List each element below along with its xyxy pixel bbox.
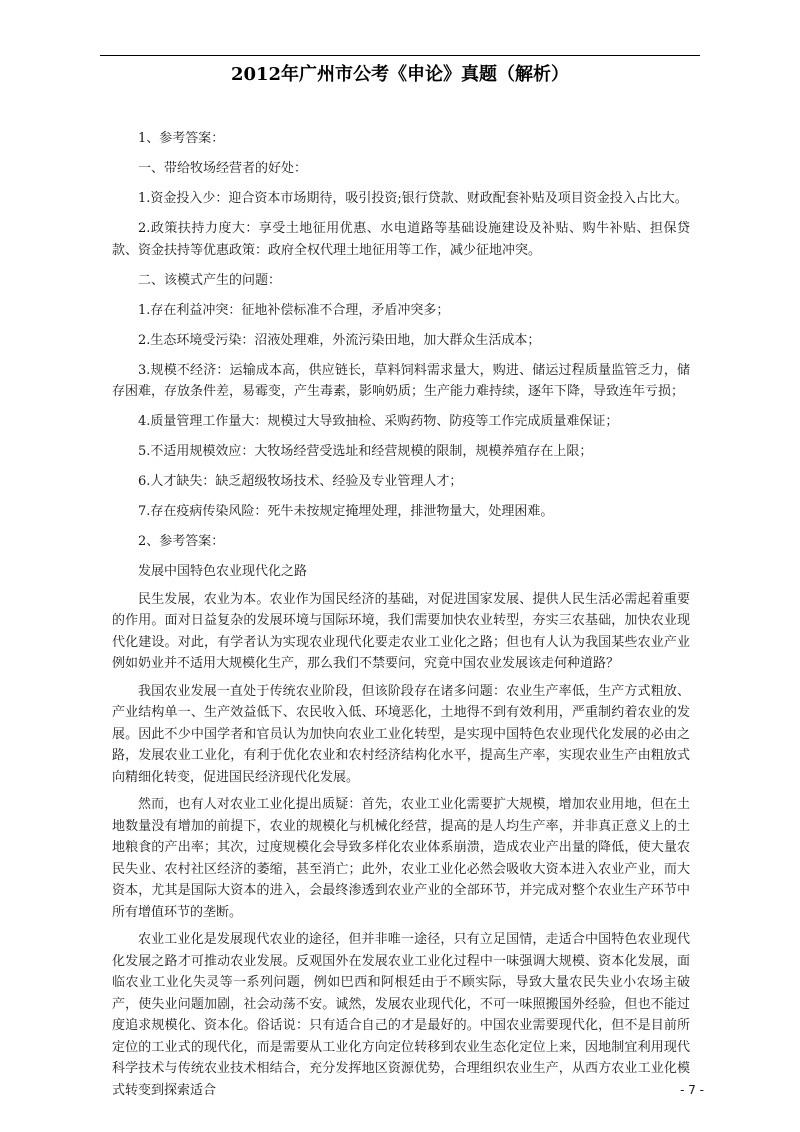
paragraph: 1.存在利益冲突：征地补偿标准不合理，矛盾冲突多；	[138, 302, 450, 318]
paragraph: 1、参考答案：	[138, 131, 225, 146]
paragraph: 我国农业发展一直处于传统农业阶段，但该阶段存在诸多问题：农业生产率低，生产方式粗放、产业结构单一、生产效益低下、农民收入低、环境恶化，土地得不到有效利用，严重制约着农业的发展。因此不少中国学者和官员认为加快向农业工业化转型，是实现中国特色农业现代化发展的必由之路，发展农业工业化，有利于优化农业和农村经济结构化水平，提高生产率，实现农业生产由粗放式向精细化转变，促进国民经济现代化发展。	[112, 683, 690, 785]
paragraph: 1.资金投入少：迎合资本市场期待，吸引投资;银行贷款、财政配套补贴及项目资金投入占比大。	[138, 191, 688, 206]
paragraph: 7.存在疫病传染风险：死牛未按规定掩埋处理，排泄物量大，处理困难。	[138, 504, 554, 519]
page-number: - 7 -	[680, 1083, 704, 1097]
paragraph: 民生发展，农业为本。农业作为国民经济的基础，对促进国家发展、提供人民生活必需起着重要的作用。面对日益复杂的发展环境与国际环境，我们需要加快农业转型，夯实三农基础，加快农业现代化建设。对此，有学者认为实现农业现代化要走农业工业化之路；但也有人认为我国某些农业产业例如奶业并不适用大规模化生产，那么我们不禁要问，究竟中国农业发展该走何种道路？	[112, 591, 690, 671]
paragraph: 然而，也有人对农业工业化提出质疑：首先，农业工业化需要扩大规模，增加农业用地，但在土地数量没有增加的前提下，农业的规模化与机械化经营，提高的是人均生产率，并非真正意义上的土地粮食的产出率；其次，过度规模化会导致多样化农业体系崩溃，造成农业产出量的降低，使大量农民失业、农村社区经济的萎缩，甚至消亡；此外，农业工业化必然会吸收大资本进入农业产业，而大资本，尤其是国际大资本的进入，会最终渗透到农业产业的全部环节，并完成对整个农业生产环节中所有增值环节的垄断。	[112, 797, 690, 920]
paragraph: 农业工业化是发展现代农业的途径，但并非唯一途径，只有立足国情，走适合中国特色农业现代化发展之路才可推动农业发展。反观国外在发展农业工业化过程中一味强调大规模、资本化发展，面临农业工业化失灵等一系列问题，例如巴西和阿根廷由于不顾实际，导致大量农民失业小农场主破产，使失业问题加剧，社会动荡不安。诚然，发展农业现代化，不可一味照搬国外经验，但也不能过度追求规模化、资本化。俗话说：只有适合自己的才是最好的。中国农业需要现代化，但不是目前所定位的工业式的现代化，而是需要从工业化方向定位转移到农业生态化定位上来，因地制宜利用现代科学技术与传统农业技术相结合，充分发挥地区资源优势，合理组织农业生产，从西方农业工业化模式转变到探索适合	[112, 932, 690, 1098]
section-heading: 发展中国特色农业现代化之路	[138, 564, 308, 579]
paragraph: 2.政策扶持力度大：享受土地征用优惠、水电道路等基础设施建设及补贴、购牛补贴、担保贷款、资金扶持等优惠政策：政府全权代理土地征用等工作，减少征地冲突。	[112, 221, 690, 258]
paragraph: 6.人才缺失：缺乏超级牧场技术、经验及专业管理人才；	[138, 474, 463, 489]
paragraph: 二、该模式产生的问题：	[138, 272, 282, 288]
document-body	[112, 128, 690, 1101]
paragraph: 3.规模不经济：运输成本高，供应链长，草料饲料需求量大，购进、储运过程质量监管乏力，储存困难，存放条件差，易霉变，产生毒素，影响奶质；生产能力难持续，逐年下降，导致连年亏损；	[112, 362, 690, 399]
paragraph: 4.质量管理工作量大：规模过大导致抽检、采购药物、防疫等工作完成质量难保证；	[138, 414, 619, 429]
header-rule	[100, 55, 700, 56]
paragraph: 2.生态环境受污染：沼液处理难，外流污染田地，加大群众生活成本；	[138, 332, 541, 348]
page-title: 2012年广州市公考《申论》真题（解析）	[230, 64, 570, 85]
paragraph: 5.不适用规模效应：大牧场经营受选址和经营规模的限制，规模养殖存在上限；	[138, 444, 593, 459]
paragraph: 2、参考答案：	[138, 534, 225, 549]
paragraph: 一、带给牧场经营者的好处：	[138, 161, 308, 176]
